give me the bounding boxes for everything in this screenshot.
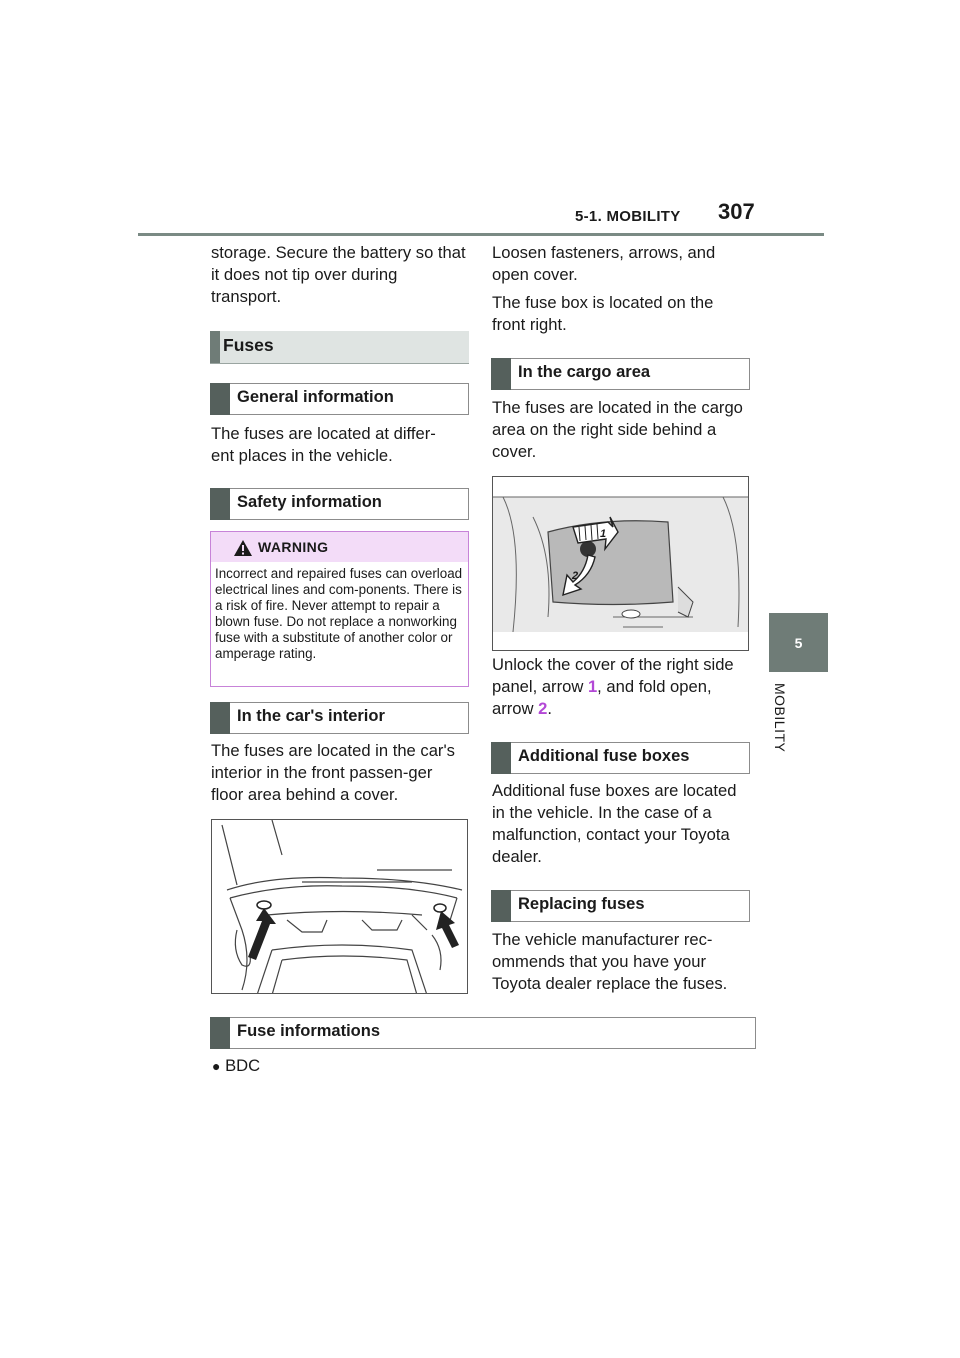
warning-text: Incorrect and repaired fuses can overload electrical lines and com-ponents. There is a risk of fire. Never attempt to repair a blown fuse. Do not replace a nonworking fuse with a substitute of another color or amperage rating.	[215, 566, 463, 661]
arrow-ref-1: 1	[587, 677, 598, 696]
interior-paragraph: The fuses are located in the car's interior in the front passen-ger floor area behind a cover.	[211, 741, 455, 804]
replacing-heading	[491, 890, 750, 922]
loosen-paragraph: Loosen fasteners, arrows, and open cover.	[492, 243, 716, 284]
general-info-heading-text: General information	[237, 388, 394, 406]
intro-paragraph: storage. Secure the battery so that it does not tip over during transport.	[211, 243, 466, 306]
cargo-heading	[491, 358, 750, 390]
fuse-informations-heading-text: Fuse informations	[237, 1022, 381, 1040]
chapter-tab[interactable]	[769, 613, 828, 672]
heading-accent	[491, 742, 511, 774]
fuses-heading-text: Fuses	[223, 335, 274, 355]
chapter-label-text: MOBILITY	[772, 683, 788, 753]
additional-heading-text: Additional fuse boxes	[518, 747, 690, 765]
general-info-paragraph: The fuses are located at differ- ent places in the vehicle.	[211, 424, 436, 465]
cargo-paragraph: The fuses are located in the cargo area on the right side behind a cover.	[492, 398, 743, 461]
fuse-informations-heading	[210, 1017, 756, 1049]
chapter-label	[766, 683, 796, 783]
heading-accent	[210, 488, 230, 520]
chapter-number: 5	[794, 634, 803, 651]
general-info-heading	[210, 383, 469, 415]
bullet-text: BDC	[225, 1056, 261, 1075]
interior-fuse-figure	[211, 819, 468, 994]
section-title: 5-1. MOBILITY	[575, 208, 681, 225]
unlock-text-2: , and fold open, arrow	[492, 677, 712, 718]
cargo-fuse-figure	[492, 476, 749, 651]
additional-paragraph: Additional fuse boxes are located in the vehicle. In the case of a malfunction, contact your Toyota dealer.	[492, 781, 737, 866]
fuses-heading	[210, 331, 469, 364]
replacing-paragraph: The vehicle manufacturer rec-ommends that you have your Toyota dealer replace the fuses.	[492, 930, 728, 993]
replacing-heading-text: Replacing fuses	[518, 895, 645, 913]
warning-box	[210, 531, 469, 687]
interior-heading	[210, 702, 469, 734]
unlock-text-3: .	[547, 699, 552, 718]
bullet-item	[212, 1056, 260, 1076]
cargo-panel-illustration	[493, 477, 749, 651]
additional-heading	[491, 742, 750, 774]
unlock-paragraph	[492, 654, 750, 720]
interior-heading-text: In the car's interior	[237, 707, 385, 725]
heading-accent	[210, 702, 230, 734]
unlock-text-1: Unlock the cover of the right side panel, arrow	[492, 655, 734, 696]
heading-accent	[210, 331, 220, 363]
arrow-ref-2: 2	[538, 699, 548, 718]
warning-triangle-icon	[233, 539, 253, 557]
heading-accent	[491, 358, 511, 390]
warning-title: WARNING	[258, 539, 329, 555]
page-number: 307	[718, 199, 755, 224]
safety-info-heading-text: Safety information	[237, 493, 382, 511]
safety-info-heading	[210, 488, 469, 520]
figure-label-2: 2	[572, 570, 579, 582]
fusebox-paragraph: The fuse box is located on the front right.	[492, 293, 714, 334]
bullet-icon: ●	[212, 1058, 221, 1074]
heading-accent	[491, 890, 511, 922]
heading-accent	[210, 1017, 230, 1049]
heading-accent	[210, 383, 230, 415]
header-divider	[138, 233, 824, 236]
cargo-heading-text: In the cargo area	[518, 363, 651, 381]
figure-label-1: 1	[600, 528, 607, 540]
glovebox-illustration	[212, 820, 468, 994]
